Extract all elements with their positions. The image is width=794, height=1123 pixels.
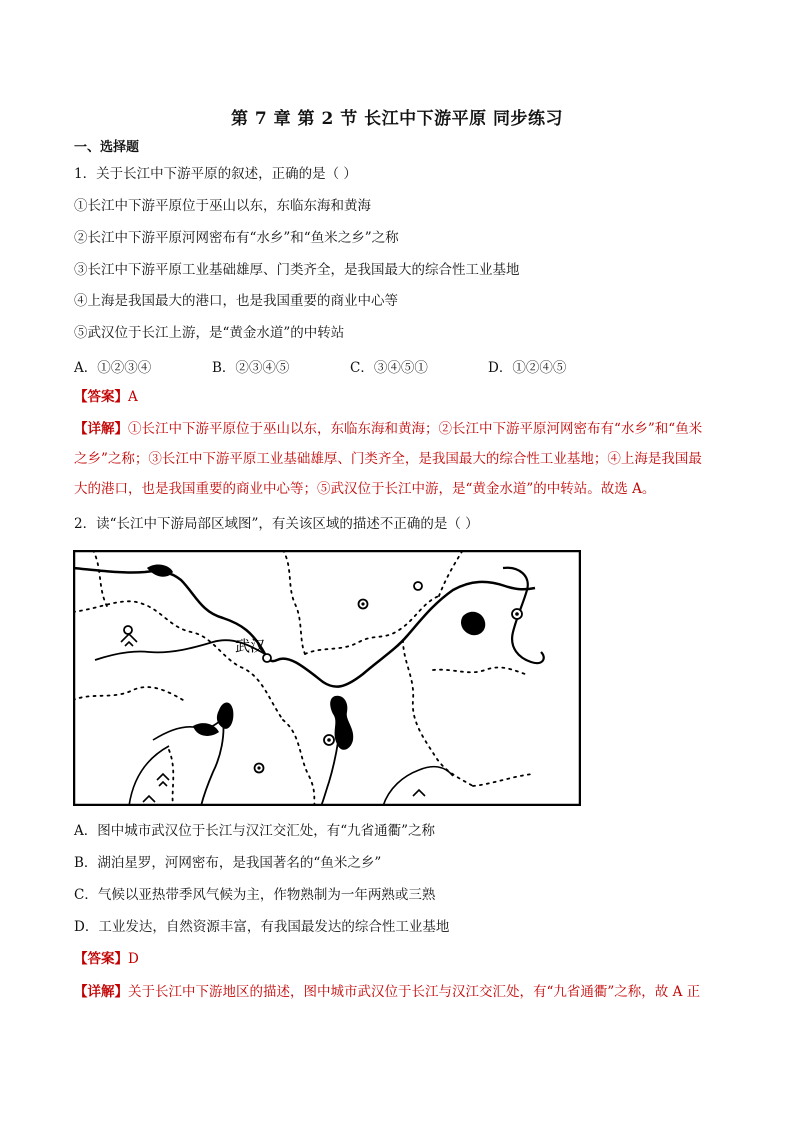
q1-statement-1: ①长江中下游平原位于巫山以东，东临东海和黄海	[74, 198, 371, 214]
q2-answer	[74, 949, 139, 969]
q1-statement-4: ④上海是我国最大的港口，也是我国重要的商业中心等	[74, 293, 398, 309]
q2-option-b: B．湖泊星罗，河网密布，是我国著名的“鱼米之乡”	[74, 855, 382, 871]
map-frame	[74, 551, 580, 805]
q1-stem: 1．关于长江中下游平原的叙述，正确的是（ ）	[74, 166, 357, 182]
q2-detail-tag: 【详解】	[74, 984, 128, 1000]
q1-answer-tag: 【答案】	[74, 389, 128, 405]
q1-detail	[74, 414, 724, 504]
q1-statement-5: ⑤武汉位于长江上游，是“黄金水道”的中转站	[74, 325, 345, 341]
city-nanjing	[414, 582, 422, 590]
q2-detail	[74, 977, 724, 1007]
q1-answer-value: A	[128, 389, 138, 405]
q1-statement-2: ②长江中下游平原河网密布有“水乡”和“鱼米之乡”之称	[74, 230, 399, 246]
q1-options	[74, 356, 566, 376]
q1-option-a: A．①②③④	[74, 360, 152, 376]
q1-option-b: B．②③④⑤	[212, 360, 290, 376]
q1-option-d: D．①②④⑤	[488, 360, 567, 376]
city-wuhan	[263, 654, 271, 662]
yangtze-region-map	[73, 550, 581, 806]
q1-option-c: C．③④⑤①	[350, 360, 428, 376]
q1-detail-line-3: 大的港口，也是我国重要的商业中心等；⑤武汉位于长江中游，是“黄金水道”的中转站。故选 A。	[74, 481, 656, 497]
q2-option-c: C．气候以亚热带季风气候为主，作物熟制为一年两熟或三熟	[74, 887, 436, 903]
q2-answer-value: D	[128, 951, 139, 967]
q1-answer	[74, 387, 138, 407]
city-west	[124, 626, 132, 634]
section-heading: 一、选择题	[74, 140, 140, 155]
q1-detail-line-2: 之乡”之称；③长江中下游平原工业基础雄厚、门类齐全，是我国最大的综合性工业基地；④上海是我国最	[74, 451, 702, 467]
q2-option-a: A．图中城市武汉位于长江与汉江交汇处，有“九省通衢”之称	[74, 823, 436, 839]
q2-stem: 2．读“长江中下游局部区域图”，有关该区域的描述不正确的是（ ）	[74, 516, 479, 532]
q2-option-d: D．工业发达，自然资源丰富，有我国最发达的综合性工业基地	[74, 919, 450, 935]
map-label-wuhan: 武汉	[235, 638, 266, 655]
q1-detail-line-1: ①长江中下游平原位于巫山以东，东临东海和黄海；②长江中下游平原河网密布有“水乡”和“鱼米	[128, 421, 703, 437]
q1-detail-tag: 【详解】	[74, 421, 128, 437]
q1-statement-3: ③长江中下游平原工业基础雄厚、门类齐全，是我国最大的综合性工业基地	[74, 262, 520, 278]
q2-detail-line-1: 关于长江中下游地区的描述，图中城市武汉位于长江与汉江交汇处，有“九省通衢”之称，故 A 正	[128, 984, 701, 1000]
page-title: 第 7 章 第 2 节 长江中下游平原 同步练习	[230, 109, 564, 129]
q2-answer-tag: 【答案】	[74, 951, 128, 967]
